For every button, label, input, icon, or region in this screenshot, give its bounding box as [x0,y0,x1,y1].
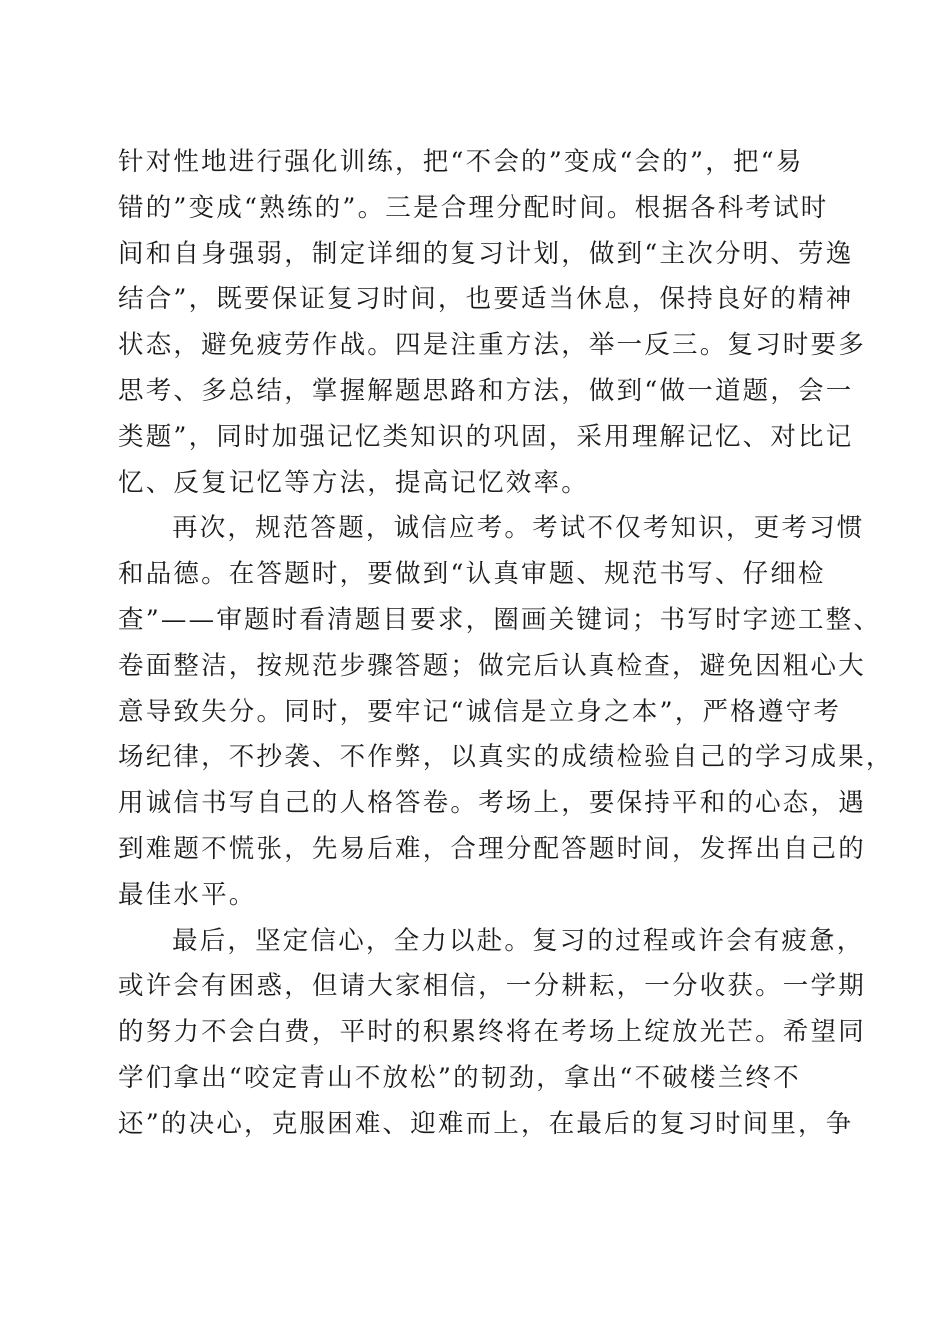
paragraph-start-line: 最后，坚定信心，全力以赴。复习的过程或许会有疲惫， [172,925,865,956]
text-line: 类题”，同时加强记忆类知识的巩固，采用理解记忆、对比记 [118,421,854,452]
text-line: 卷面整洁，按规范步骤答题；做完后认真检查，避免因粗心大 [118,650,866,681]
text-line: 最佳水平。 [118,879,257,910]
text-line: 还”的决心，克服困难、迎难而上，在最后的复习时间里，争 [118,1108,854,1139]
text-line: 忆、反复记忆等方法，提高记忆效率。 [118,467,589,498]
text-line: 场纪律，不抄袭、不作弊，以真实的成绩检验自己的学习成果， [118,742,894,773]
text-line: 状态，避免疲劳作战。四是注重方法，举一反三。复习时要多 [118,330,866,361]
text-line: 用诚信书写自己的人格答卷。考场上，要保持平和的心态，遇 [118,788,866,819]
text-line: 思考、多总结，掌握解题思路和方法，做到“做一道题，会一 [118,375,854,406]
text-line: 和品德。在答题时，要做到“认真审题、规范书写、仔细检 [118,559,826,590]
text-line: 结合”，既要保证复习时间，也要适当休息，保持良好的精神 [118,284,854,315]
text-line: 错的”变成“熟练的”。三是合理分配时间。根据各科考试时 [118,192,829,223]
text-line: 或许会有困惑，但请大家相信，一分耕耘，一分收获。一学期 [118,971,866,1002]
paragraph-start-line: 再次，规范答题，诚信应考。考试不仅考知识，更考习惯 [172,513,865,544]
text-line: 针对性地进行强化训练，把“不会的”变成“会的”，把“易 [118,147,804,177]
text-line: 的努力不会白费，平时的积累终将在考场上绽放光芒。希望同 [118,1017,866,1048]
text-line: 学们拿出“咬定青山不放松”的韧劲，拿出“不破楼兰终不 [118,1062,801,1093]
text-line: 意导致失分。同时，要牢记“诚信是立身之本”，严格遵守考 [118,696,841,727]
text-line: 到难题不慌张，先易后难，合理分配答题时间，发挥出自己的 [118,833,866,864]
text-line: 查”——审题时看清题目要求，圈画关键词；书写时字迹工整、 [118,604,882,635]
document-body [118,140,894,1148]
text-line: 间和自身强弱，制定详细的复习计划，做到“主次分明、劳逸 [118,238,854,269]
